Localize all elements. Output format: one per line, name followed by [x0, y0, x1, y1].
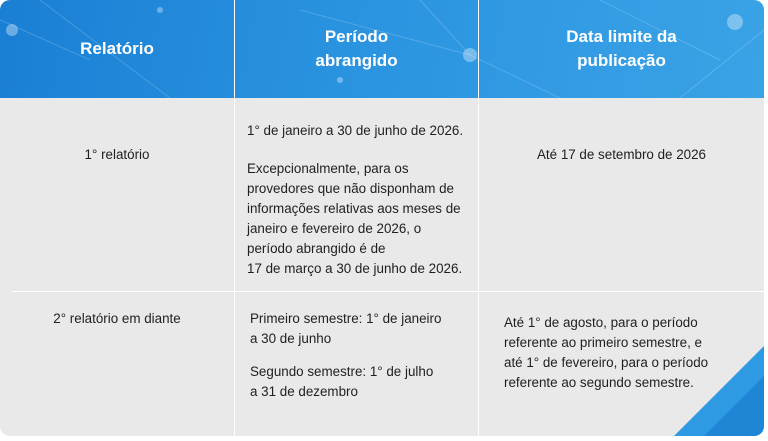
row1-report: 1° relatório: [84, 147, 150, 162]
row1-period-note: Excepcionalmente, para os provedores que não disponham de informações relativas aos meses de janeiro e fevereiro de 2026, o período abrangido é de 17 de março a 30 de junho de 2026.: [247, 161, 463, 276]
table-header: [0, 0, 764, 98]
header-period-label: Período abrangido: [315, 27, 398, 70]
header-report-label: Relatório: [80, 39, 154, 58]
column-divider: [234, 0, 235, 436]
row1-period-main: 1° de janeiro a 30 de junho de 2026.: [247, 123, 464, 138]
row1-deadline: Até 17 de setembro de 2026: [537, 147, 706, 162]
row-divider: [12, 291, 764, 292]
corner-decoration: [674, 346, 764, 436]
header-deadline: [479, 0, 764, 98]
column-divider: [478, 0, 479, 436]
row2-deadline: Até 1° de agosto, para o período referente ao primeiro semestre, e até 1° de fevereiro, para o período referente ao segundo semestre.: [504, 315, 709, 390]
header-deadline-label: Data limite da publicação: [566, 27, 677, 70]
header-period: [235, 0, 478, 98]
row2-period-first: Primeiro semestre: 1° de janeiro a 30 de junho: [250, 311, 442, 346]
row2-report: 2° relatório em diante: [53, 311, 181, 326]
row2-period-second: Segundo semestre: 1° de julho a 31 de dezembro: [250, 364, 434, 399]
header-report: [0, 0, 234, 98]
